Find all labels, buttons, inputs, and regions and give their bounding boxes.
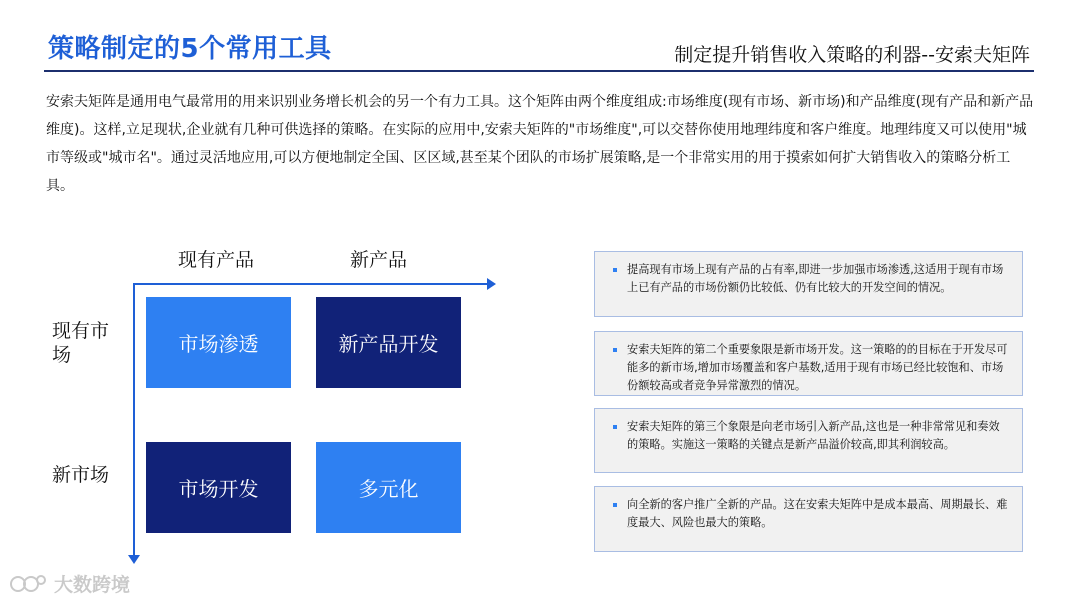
watermark-logo-icon bbox=[8, 572, 48, 596]
matrix-cell-market-penetration: 市场渗透 bbox=[146, 297, 291, 388]
note-text: 向全新的客户推广全新的产品。这在安索夫矩阵中是成本最高、周期最长、难度最大、风险也最大的策略。 bbox=[627, 498, 1008, 529]
intro-paragraph: 安索夫矩阵是通用电气最常用的用来识别业务增长机会的另一个有力工具。这个矩阵由两个维度组成:市场维度(现有市场、新市场)和产品维度(现有产品和新产品维度)。这样,立足现状,企业就有几种可供选择的策略。在实际的应用中,安索夫矩阵的"市场维度",可以交替你使用地理纬度和客户维度。地理纬度又可以使用"城市等级或"城市名"。通过灵活地应用,可以方便地制定全国、区区域,甚至某个团队的市场扩展策略,是一个非常实用的用于摸索如何扩大销售收入的策略分析工具。 bbox=[46, 94, 1034, 194]
bullet-icon bbox=[613, 348, 617, 352]
note-box-3 bbox=[594, 408, 1023, 473]
bullet-icon bbox=[613, 503, 617, 507]
matrix-cell-product-development: 新产品开发 bbox=[316, 297, 461, 388]
note-text: 提高现有市场上现有产品的占有率,即进一步加强市场渗透,这适用于现有市场上已有产品的市场份额仍比较低、仍有比较大的开发空间的情况。 bbox=[627, 263, 1004, 294]
horizontal-axis-arrow bbox=[134, 283, 488, 285]
row-label-new-markets: 新市场 bbox=[52, 464, 110, 486]
col-label-existing-products: 现有产品 bbox=[178, 249, 255, 271]
note-text: 安索夫矩阵的第二个重要象限是新市场开发。这一策略的的目标在于开发尽可能多的新市场,增加市场覆盖和客户基数,适用于现有市场已经比较饱和、市场份额较高或者竞争异常激烈的情况。 bbox=[627, 343, 1008, 392]
page-subtitle: 制定提升销售收入策略的利器--安索夫矩阵 bbox=[674, 44, 1030, 66]
bullet-icon bbox=[613, 268, 617, 272]
header-divider bbox=[44, 70, 1034, 72]
watermark-text: 大数跨境 bbox=[54, 574, 131, 596]
watermark bbox=[8, 570, 130, 597]
note-text: 安索夫矩阵的第三个象限是向老市场引入新产品,这也是一种非常常见和奏效的策略。实施这一策略的关键点是新产品溢价较高,即其利润较高。 bbox=[627, 420, 1000, 451]
note-box-4 bbox=[594, 486, 1023, 552]
row-label-existing-markets: 现有市场 bbox=[52, 320, 110, 366]
page-title: 策略制定的5个常用工具 bbox=[48, 34, 332, 64]
bullet-icon bbox=[613, 425, 617, 429]
matrix-cell-diversification: 多元化 bbox=[316, 442, 461, 533]
vertical-axis-arrow bbox=[133, 283, 135, 556]
note-box-2 bbox=[594, 331, 1023, 396]
note-box-1 bbox=[594, 251, 1023, 317]
matrix-cell-market-development: 市场开发 bbox=[146, 442, 291, 533]
col-label-new-products: 新产品 bbox=[350, 249, 408, 271]
